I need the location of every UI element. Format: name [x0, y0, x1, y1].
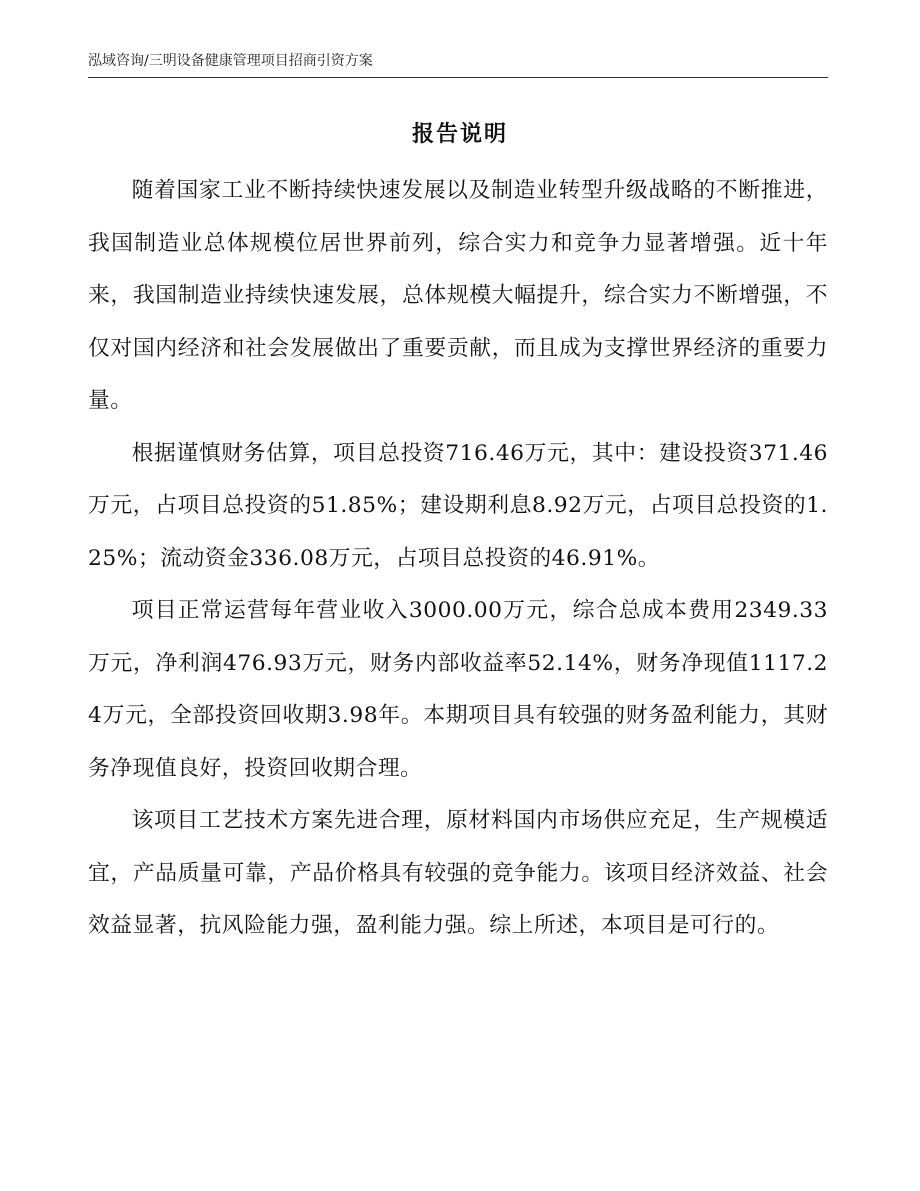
- paragraph-conclusion: 该项目工艺技术方案先进合理，原材料国内市场供应充足，生产规模适宜，产品质量可靠，产品价格具有较强的竞争能力。该项目经济效益、社会效益显著，抗风险能力强，盈利能力强。综上所述，本项目是可行的。: [88, 808, 828, 938]
- header-divider: [88, 77, 828, 78]
- running-header: 泓域咨询/三明设备健康管理项目招商引资方案: [88, 53, 373, 69]
- paragraph-background: 随着国家工业不断持续快速发展以及制造业转型升级战略的不断推进，我国制造业总体规模位居世界前列，综合实力和竞争力显著增强。近十年来，我国制造业持续快速发展，总体规模大幅提升，综合实力不断增强，不仅对国内经济和社会发展做出了重要贡献，而且成为支撑世界经济的重要力量。: [88, 178, 828, 413]
- paragraph-financials: 项目正常运营每年营业收入3000.00万元，综合总成本费用2349.33万元，净利润476.93万元，财务内部收益率52.14%，财务净现值1117.24万元，全部投资回收期3.98年。本期项目具有较强的财务盈利能力，其财务净现值良好，投资回收期合理。: [88, 598, 828, 781]
- page-title: 报告说明: [411, 122, 508, 147]
- report-body: [88, 165, 828, 953]
- paragraph-investment: 根据谨慎财务估算，项目总投资716.46万元，其中：建设投资371.46万元，占项目总投资的51.85%；建设期利息8.92万元，占项目总投资的1.25%；流动资金336.08万元，占项目总投资的46.91%。: [88, 440, 828, 571]
